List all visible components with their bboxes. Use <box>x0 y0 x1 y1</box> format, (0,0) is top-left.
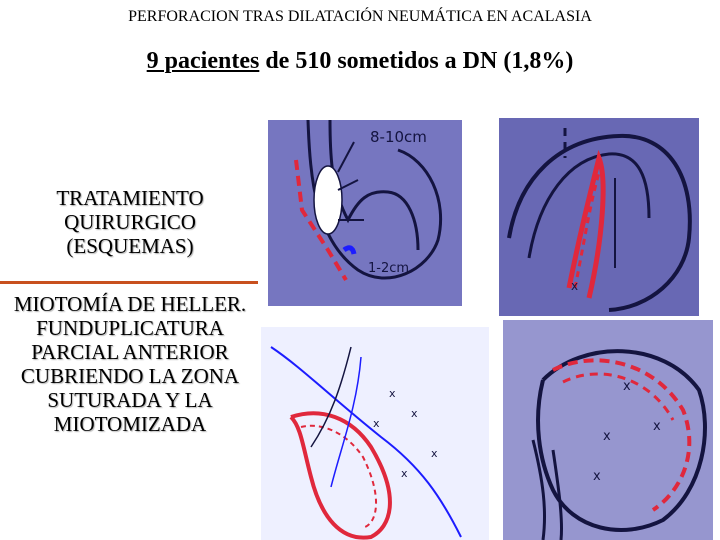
svg-text:x: x <box>623 379 631 394</box>
svg-text:x: x <box>389 387 396 400</box>
svg-text:x: x <box>373 417 380 430</box>
subtitle-rest: de 510 sometidos a DN (1,8%) <box>259 48 574 74</box>
slide-subtitle <box>0 48 720 75</box>
svg-text:x: x <box>401 467 408 480</box>
subtitle-patients: 9 pacientes <box>146 48 260 74</box>
svg-text:x: x <box>603 429 611 444</box>
sketch-photo-4 <box>503 320 713 540</box>
svg-text:x: x <box>571 279 579 293</box>
divider-rule <box>0 281 258 284</box>
svg-text:x: x <box>593 469 601 484</box>
sketch1-label-top: 8-10cm <box>370 128 427 146</box>
sketch1-label-bottom: 1-2cm <box>368 261 410 276</box>
procedure-description: MIOTOMÍA DE HELLER. FUNDUPLICATURA PARCIAL ANTERIOR CUBRIENDO LA ZONA SUTURADA Y LA MIOTOMIZADA <box>13 292 247 436</box>
svg-text:x: x <box>411 407 418 420</box>
sketch-photo-3 <box>261 327 489 540</box>
svg-text:x: x <box>431 447 438 460</box>
sketch-photo-2 <box>499 118 699 316</box>
slide-title: PERFORACION TRAS DILATACIÓN NEUMÁTICA EN ACALASIA <box>128 8 592 25</box>
svg-text:x: x <box>653 419 661 434</box>
sketch-photo-1 <box>268 120 462 306</box>
section-label: TRATAMIENTO QUIRURGICO (ESQUEMAS) <box>56 186 204 258</box>
